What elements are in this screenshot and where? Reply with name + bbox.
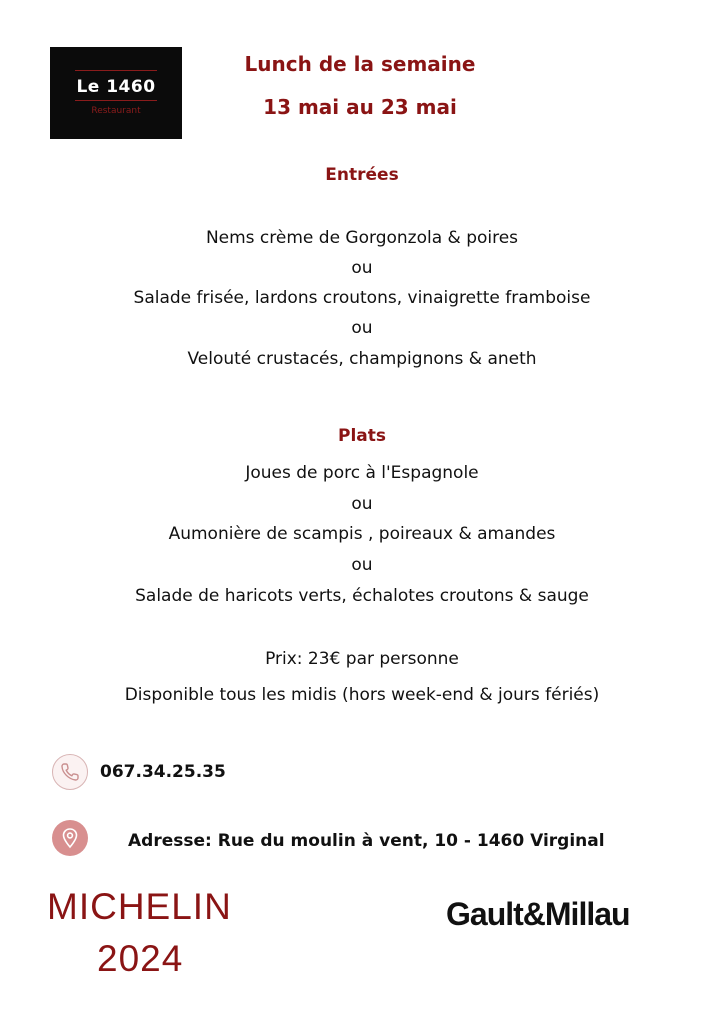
price-text: Prix: 23€ par personne [265,649,459,669]
logo-divider-middle [75,100,157,101]
phone-icon [52,754,88,790]
phone-number[interactable]: 067.34.25.35 [100,762,226,782]
entree-separator: ou [351,318,373,338]
logo-divider-top [75,70,157,71]
entree-option: Nems crème de Gorgonzola & poires [205,228,519,248]
michelin-year: 2024 [97,938,184,979]
map-pin-icon [52,820,88,856]
menu-dates: 13 mai au 23 mai [263,95,457,119]
entree-option: Velouté crustacés, champignons & aneth [187,349,537,369]
logo-name: Le 1460 [76,77,156,97]
availability-text: Disponible tous les midis (hors week-end & jours fériés) [124,685,600,705]
plat-option: Joues de porc à l'Espagnole [245,463,479,483]
plat-separator: ou [351,494,373,514]
plat-separator: ou [351,555,373,575]
entree-separator: ou [351,258,373,278]
plat-option: Salade de haricots verts, échalotes croutons & sauge [135,586,589,606]
entree-option: Salade frisée, lardons croutons, vinaigrette framboise [133,288,591,308]
logo-subtitle: Restaurant [91,106,141,116]
address-text: Adresse: Rue du moulin à vent, 10 - 1460 Virginal [128,831,605,851]
menu-title: Lunch de la semaine [244,52,476,76]
restaurant-logo [50,47,182,139]
plat-option: Aumonière de scampis , poireaux & amandes [168,524,556,544]
gault-millau-logo: Gault&Millau [446,896,630,932]
plats-heading: Plats [337,426,386,446]
michelin-label: MICHELIN [47,886,232,927]
entrees-heading: Entrées [325,165,399,185]
